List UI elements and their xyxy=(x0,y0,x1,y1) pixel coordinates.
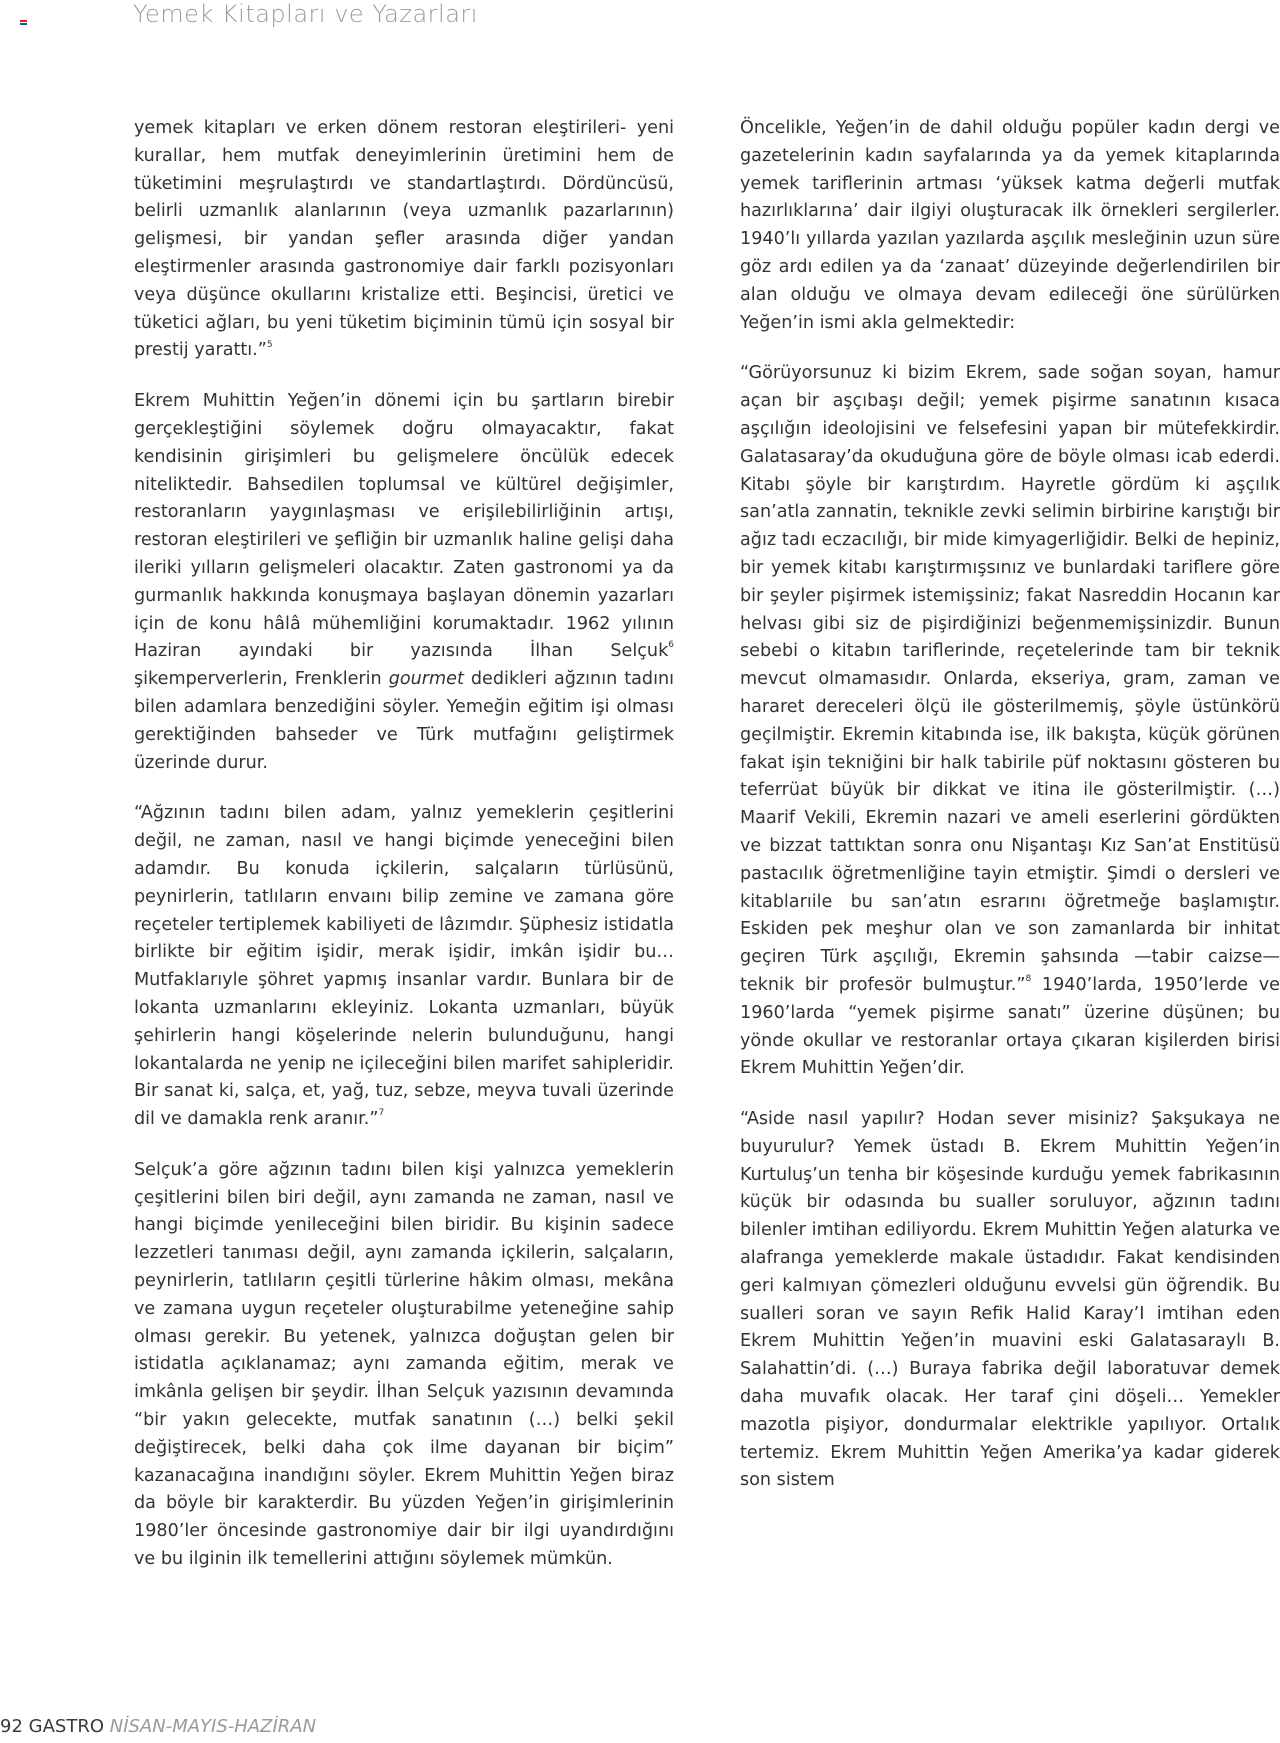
footnote-ref: 5 xyxy=(266,339,273,350)
issue-label: NİSAN-MAYIS-HAZİRAN xyxy=(109,1716,317,1737)
footnote-ref: 7 xyxy=(378,1108,385,1119)
paragraph: Selçuk’a göre ağzının tadını bilen kişi yalnızca yemeklerin çeşitlerini bilen biri değil, aynı zamanda ne zaman, nasıl ve hangi biçimde yenileceğini bilen biridir. Bu kişinin sadece lezzetleri tanıması değil, aynı zamanda içkilerin, salçaların, peynirlerin, tatlıların çeşitli türlerine hâkim olması, mekâna ve zamana uygun reçeteler oluşturabilme yeteneğine sahip olması gerekir. Bu yetenek, yalnızca doğuştan gelen bir istidatla açıklanamaz; aynı zamanda eğitim, merak ve imkânla gelişen bir şeydir. İlhan Selçuk yazısının devamında “bir yakın gelecekte, mutfak sanatının (…) belki şekil değiştirecek, belki daha çok ilme dayanan bir biçim” kazanacağına inandığını söyler. Ekrem Muhittin Yeğen biraz da böyle bir karakterdir. Bu yüzden Yeğen’in girişimlerinin 1980’ler öncesinde gastronomiye dair bir ilgi uyandırdığını ve bu ilginin ilk temellerini attığını söylemek mümkün. xyxy=(134,1159,674,1570)
paragraph: yemek kitapları ve erken dönem restoran eleştirileri- yeni kurallar, hem mutfak deneyimlerinin üretimini hem de tüketimini meşrulaştırdı ve standartlaştırdı. Dördüncüsü, belirli uzmanlık alanlarının (veya uzmanlık pazarlarının) gelişmesi, bir yandan şefler arasında diğer yandan eleştirmenler arasında gastronomiye dair farklı pozisyonları veya düşünce okullarını kristalize etti. Beşincisi, üretici ve tüketici ağları, bu yeni tüketim biçiminin tümü için sosyal bir prestij yarattı.”$^5$ xyxy=(134,118,674,361)
flag-icon xyxy=(20,20,27,25)
quote-paragraph: “Ağzının tadını bilen adam, yalnız yemeklerin çeşitlerini değil, ne zaman, nasıl ve hangi biçimde yeneceğini bilen adamdır. Bu konuda içkilerin, salçaların türlüsünü, peynirlerin, tatlıların envaını bilip zemine ve zamana göre reçeteler tertiplemek kabiliyeti de lâzımdır. Şüphesiz istidatla birlikte bir eğitim işidir, merak işidir, imkân işidir bu… Mutfaklarıyle şöhret yapmış insanlar vardır. Bunlara bir de lokanta uzmanlarını ekleyiniz. Lokanta uzmanları, büyük şehirlerin hangi köşelerinde nelerin bulunduğunu, hangi lokantalarda ne yenip ne içileceğini bilen marifet sahipleridir. Bir sanat ki, salça, et, yağ, tuz, sebze, meyva tuvali üzerinde dil ve damakla renk aranır.”$^7$ xyxy=(134,803,674,1130)
page-footer xyxy=(0,1716,316,1737)
running-header: Yemek Kitapları ve Yazarları xyxy=(133,0,478,28)
quote-paragraph: “Görüyorsunuz ki bizim Ekrem, sade soğan soyan, hamur açan bir aşçıbaşı değil; yemek pişirme sanatının kısaca aşçılığın ideolojisini ve felsefesini yapan bir mütefekkirdir. Galatasaray’da okuduğuna göre de böyle olması icab ederdi. Kitabı şöyle bir karıştırdım. Hayretle gördüm ki aşçılık san’atla zannatin, teknikle zevki selimin birbirine karıştığı bir ağız tadı eczacılığı, bir mide kimyagerliğidir. Belki de hepiniz, bir yemek kitabı karıştırmışsınız ve bunlardaki tariflere göre bir şeyler pişirmek istemişsiniz; fakat Nasreddin Hocanın kar helvası gibi siz de pişirdiğinizi beğenmemişsinizdir. Bunun sebebi o kitabın tariflerinde, reçetelerinde tam bir teknik mevcut olmamasıdır. Onlarda, ekseriya, gram, zaman ve hararet dereceleri ölçü ile gösterilmemiş, şöyle üstünkörü geçilmiştir. Ekremin kitabında ise, ilk bakışta, küçük görünen fakat işin tekniğini bir halk tabirile püf noktasını gösteren bu teferrüat büyük bir dikkat ve itina ile gösterilmiştir. (…) Maarif Vekili, Ekremin nazari ve ameli eserlerini gördükten ve bizzat tattıktan sonra onu Nişantaşı Kız San’at Enstitüsü pastacılık öğretmenliğine tayin etmiştir. Şimdi o dersleri ve kitablarıile bu san’atın esrarını öğretmeğe başlamıştır. Eskiden pek meşhur olan ve son zamanlarda bir inhitat geçiren Türk aşçılığı, Ekremin şahsında —tabir caizse— teknik bir profesör bulmuştur.”$^8$ 1940’larda, 1950’lerde ve 1960’larda “yemek pişirme sanatı” üzerine düşünen; bu yönde okullar ve restoranlar ortaya çıkaran kişilerden birisi Ekrem Muhittin Yeğen’dir. xyxy=(740,363,1280,1079)
paragraph: Öncelikle, Yeğen’in de dahil olduğu popüler kadın dergi ve gazetelerinin kadın sayfalarında ya da yemek kitaplarında yemek tariflerinin artması ‘yüksek katma değerli mutfak hazırlıklarına’ dair ilgiyi oluşturacak ilk örnekleri sergilerler. 1940’lı yıllarda yazılan yazılarda aşçılık mesleğinin uzun süre göz ardı edilen ya da ‘zanaat’ düzeyinde değerlendirilen bir alan olduğu ve olmaya devam edileceği öne sürülürken Yeğen’in ismi akla gelmektedir: xyxy=(740,118,1280,333)
footnote-ref: 8 xyxy=(1025,974,1032,985)
magazine-name: GASTRO xyxy=(28,1716,104,1737)
right-column xyxy=(740,115,1280,1518)
page-number: 92 xyxy=(0,1716,23,1737)
quote-paragraph: “Aside nasıl yapılır? Hodan sever misiniz? Şakşukaya ne buyurulur? Yemek üstadı B. Ekrem Muhittin Yeğen’in Kurtuluş’un tenha bir köşesinde kurduğu yemek fabrikasının küçük bir odasında bu sualler soruluyor, ağzının tadını bilenler imtihan ediliyordu. Ekrem Muhittin Yeğen alaturka ve alafranga yemeklerde makale üstadıdır. Fakat kendisinden geri kalmıyan çömezleri olduğunu evvelsi gün öğrendik. Bu sualleri soran ve sayın Refik Halid Karay’I imtihan eden Ekrem Muhittin Yeğen’in muavini eski Galatasaraylı B. Salahattin’di. (…) Buraya fabrika değil laboratuvar demek daha muvafık olacak. Her taraf çini döşeli… Yemekler mazotla pişiyor, dondurmalar elektrikle yapılıyor. Ortalık tertemiz. Ekrem Muhittin Yeğen Amerika’ya kadar giderek son sistem xyxy=(740,1109,1280,1491)
left-column xyxy=(134,115,674,1597)
footnote-ref: 6 xyxy=(668,640,674,651)
paragraph: Ekrem Muhittin Yeğen’in dönemi için bu şartların birebir gerçekleştiğini söylemek doğru olmayacaktır, fakat kendisinin girişimleri bu gelişmelere öncülük edecek niteliktedir. Bahsedilen toplumsal ve kültürel değişimler, restoranların yaygınlaşması ve erişilebilirliğinin artışı, restoran eleştirileri ve şefliğin bir uzmanlık haline gelişi daha ileriki yılların gelişmeleri olacaktır. Zaten gastronomi ya da gurmanlık hakkında konuşmaya başlayan dönemin yazarları için de konu hâlâ mühemliğini korumaktadır. 1962 yılının Haziran ayındaki bir yazısında İlhan Selçuk$^6$ şikemperverlerin, Frenklerin gourmet dedikleri ağzının tadını bilen adamlara benzediğini söyler. Yemeğin eğitim işi olması gerektiğinden bahseder ve Türk mutfağını geliştirmek üzerinde durur. xyxy=(134,391,675,773)
